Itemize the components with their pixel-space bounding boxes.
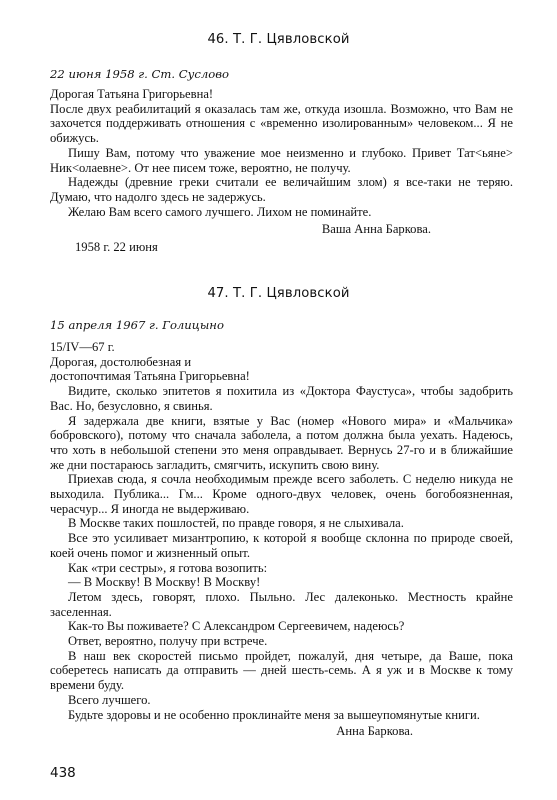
letter-46-dateline: 22 июня 1958 г. Ст. Суслово — [50, 67, 229, 81]
letter-47-paragraph: Я задержала две книги, взятые у Вас (номер «Нового мира» и «Мальчика» бобровского), потому что сначала заболела, а потом должна была уехать. Надеюсь, что хоть в небольшой степени это меня оправдывает. Вернусь 27-го и в ближайшие же дни постараюсь загладить, смягчить, искупить свою вину. — [50, 413, 513, 472]
letter-46-paragraph: Пишу Вам, потому что уважение мое неизменно и глубоко. Привет Тат<ьяне> Ник<олаевне>. От нее писем тоже, вероятно, не получу. — [50, 145, 513, 175]
letter-47-paragraph: Все это усиливает мизантропию, к которой я вообще склонна по природе своей, коей очень помог и жизненный опыт. — [50, 531, 513, 560]
letter-47-paragraph: Как «три сестры», я готова возопить: — [68, 560, 268, 575]
letter-46-heading: 46. Т. Г. Цявловской — [207, 32, 350, 47]
letter-47-date-line: 15/IV—67 г. — [50, 340, 115, 354]
letter-47-signature: Анна Баркова. — [336, 724, 413, 739]
letter-47-paragraph: Всего лучшего. — [68, 692, 151, 707]
letter-47-paragraph: — В Москву! В Москву! В Москву! — [68, 575, 261, 590]
letter-47-body — [50, 340, 513, 739]
letter-46-paragraph: Надежды (древние греки считали ее величайшим злом) я все-таки не теряю. Думаю, что надолго здесь не задержусь. — [50, 175, 513, 204]
letter-46-signature: Ваша Анна Баркова. — [321, 222, 431, 237]
letter-47-paragraph: Ответ, вероятно, получу при встрече. — [68, 634, 268, 649]
letter-46-body — [50, 87, 513, 255]
letter-47-paragraph: Как-то Вы поживаете? С Александром Сергеевичем, надеюсь? — [68, 619, 405, 634]
page-number: 438 — [50, 765, 76, 781]
letter-47-dateline: 15 апреля 1967 г. Голицыно — [50, 318, 224, 332]
letter-47-paragraph: Видите, сколько эпитетов я похитила из «Доктора Фаустуса», чтобы задобрить Вас. Но, безусловно, я свинья. — [50, 384, 513, 413]
letter-47-heading: 47. Т. Г. Цявловской — [207, 286, 350, 301]
letter-46-paragraph: Желаю Вам всего самого лучшего. Лихом не поминайте. — [68, 204, 372, 219]
letter-47-paragraph: В наш век скоростей письмо пройдет, пожалуй, дня четыре, да Ваше, пока соберетесь написать да отправить — дней шесть-семь. А я уж и в Москве к тому времени буду. — [50, 648, 513, 693]
letter-46-closing-date: 1958 г. 22 июня — [75, 240, 158, 255]
letter-46-paragraph: После двух реабилитаций я оказалась там же, откуда изошла. Возможно, что Вам не захочется поддерживать отношения с «временно изолированным» человеком... Я не обижусь. — [50, 101, 513, 146]
letter-47-paragraph: Приехав сюда, я сочла необходимым прежде всего заболеть. С неделю никуда не выходила. Публика... Гм... Кроме одного-двух человек, очень богобоязненная, черасчур... Я иногда не выдерживаю. — [50, 472, 513, 516]
letter-47-paragraph: Летом здесь, говорят, плохо. Пыльно. Лес далеконько. Местность крайне заселенная. — [50, 589, 513, 619]
letter-47-paragraph: Будьте здоровы и не особенно проклинайте меня за вышеупомянутые книги. — [68, 707, 480, 722]
letter-47-salutation-line: Дорогая, достолюбезная и — [50, 354, 192, 369]
letter-47-paragraph: В Москве таких пошлостей, по правде говоря, я не слыхивала. — [68, 516, 404, 531]
letter-47-salutation-line: достопочтимая Татьяна Григорьевна! — [50, 369, 250, 384]
letter-46-salutation: Дорогая Татьяна Григорьевна! — [50, 87, 214, 101]
